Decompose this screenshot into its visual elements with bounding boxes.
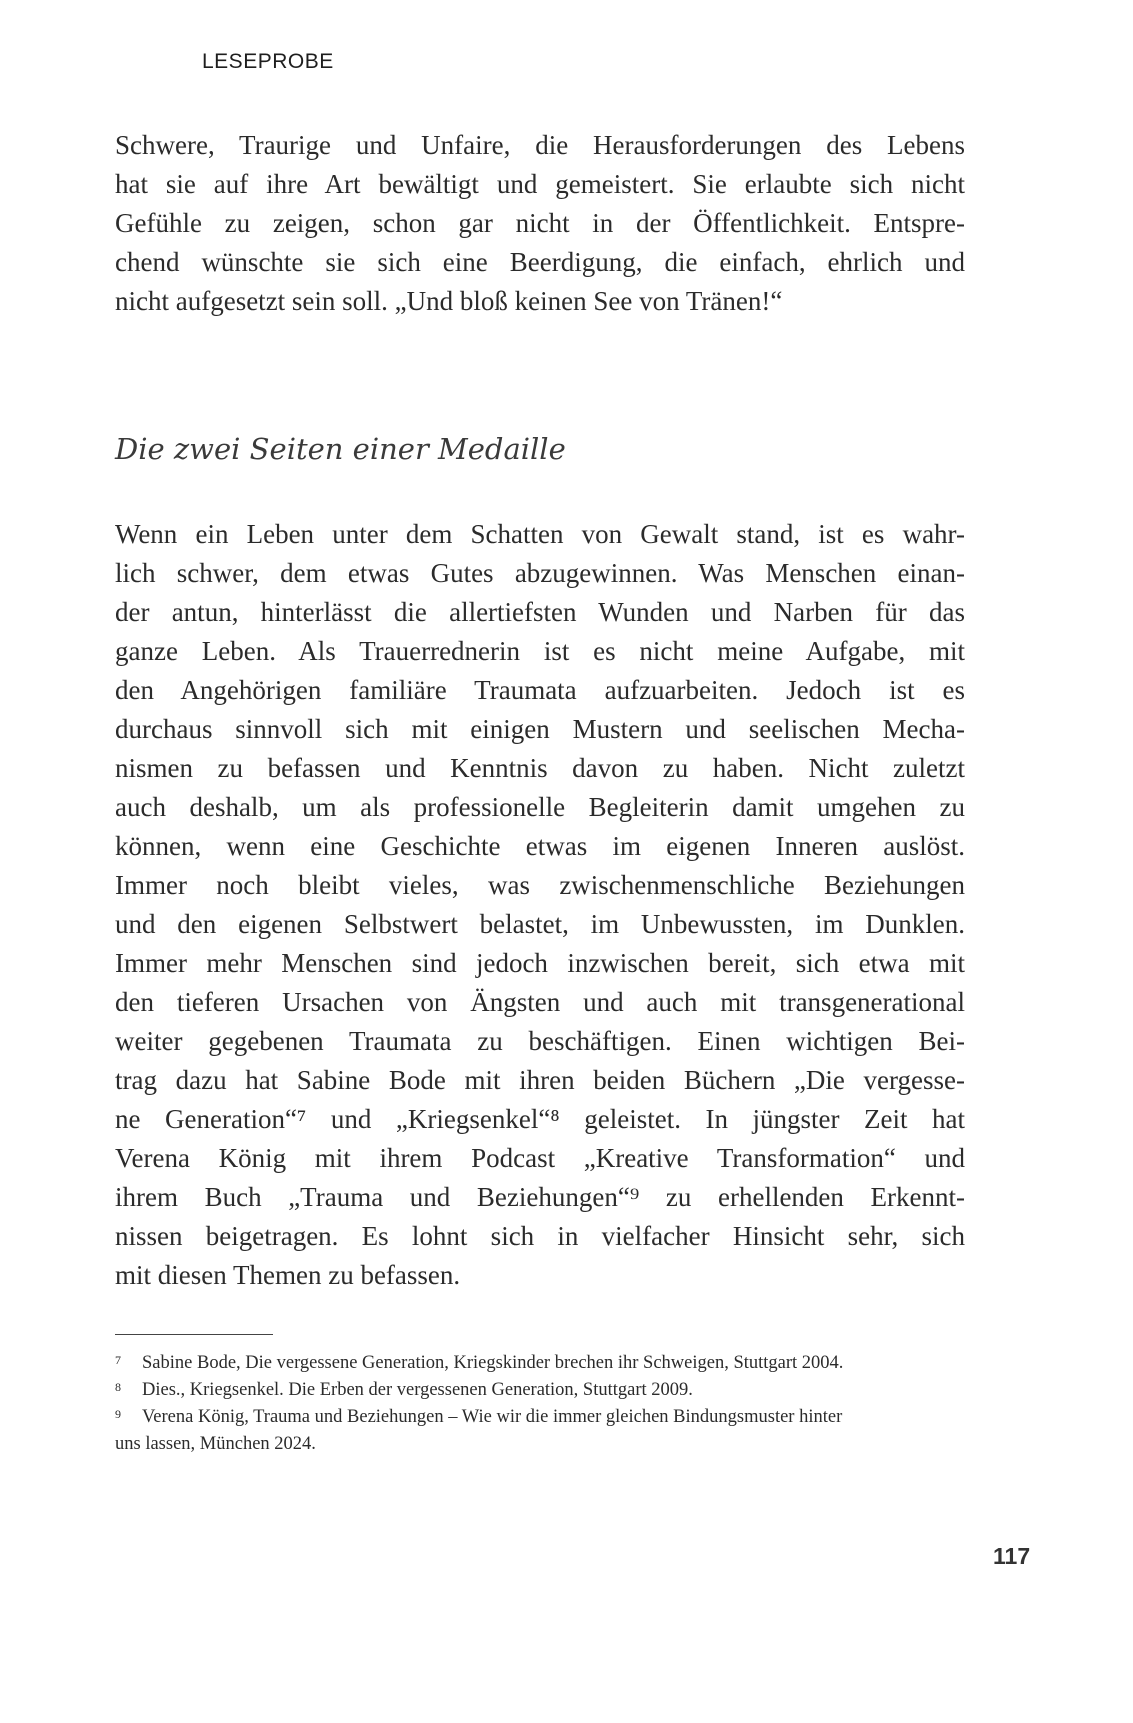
footnote-8 [115, 1377, 970, 1404]
section-heading: Die zwei Seiten einer Medaille [115, 432, 566, 466]
text-line: auch deshalb, um als professionelle Begleiterin damit umgehen zu [115, 792, 965, 822]
page-header-label: LESEPROBE [202, 50, 334, 73]
text-line: ganze Leben. Als Trauerrednerin ist es nicht meine Aufgabe, mit [115, 636, 965, 666]
text-line: weiter gegebenen Traumata zu beschäftigen. Einen wichtigen Bei- [115, 1026, 965, 1056]
footnote-number: 9 [115, 1407, 121, 1421]
footnote-number: 8 [115, 1380, 121, 1394]
intro-paragraph [115, 126, 965, 321]
text-line: nissen beigetragen. Es lohnt sich in vielfacher Hinsicht sehr, sich [115, 1221, 965, 1251]
text-line: der antun, hinterlässt die allertiefsten Wunden und Narben für das [115, 597, 965, 627]
text-line: Gefühle zu zeigen, schon gar nicht in der Öffentlichkeit. Entspre- [115, 208, 965, 238]
text-line: Schwere, Traurige und Unfaire, die Herausforderungen des Lebens [115, 130, 965, 160]
text-line: Wenn ein Leben unter dem Schatten von Gewalt stand, ist es wahr- [115, 519, 965, 549]
text-line: Immer noch bleibt vieles, was zwischenmenschliche Beziehungen [115, 870, 965, 900]
text-line: lich schwer, dem etwas Gutes abzugewinnen. Was Menschen einan- [115, 558, 965, 588]
footnote-7 [115, 1350, 970, 1377]
text-line: ne Generation“⁷ und „Kriegsenkel“⁸ geleistet. In jüngster Zeit hat [115, 1104, 965, 1134]
text-line: Immer mehr Menschen sind jedoch inzwischen bereit, sich etwa mit [115, 948, 965, 978]
footnote-text: Dies., Kriegsenkel. Die Erben der vergessenen Generation, Stuttgart 2009. [142, 1380, 693, 1400]
text-line: den tieferen Ursachen von Ängsten und auch mit transgenerational [115, 987, 965, 1017]
text-line: und den eigenen Selbstwert belastet, im Unbewussten, im Dunklen. [115, 909, 965, 939]
page-number: 117 [993, 1543, 1031, 1569]
footnote-text: Verena König, Trauma und Beziehungen – Wie wir die immer gleichen Bindungsmuster hinter [142, 1407, 843, 1427]
text-line: können, wenn eine Geschichte etwas im eigenen Inneren auslöst. [115, 831, 965, 861]
text-line: nicht aufgesetzt sein soll. „Und bloß keinen See von Tränen!“ [115, 286, 783, 316]
text-line: chend wünschte sie sich eine Beerdigung, die einfach, ehrlich und [115, 247, 965, 277]
text-line: den Angehörigen familiäre Traumata aufzuarbeiten. Jedoch ist es [115, 675, 965, 705]
footnote-separator [115, 1334, 273, 1335]
section-paragraph [115, 515, 965, 1295]
text-line: nismen zu befassen und Kenntnis davon zu haben. Nicht zuletzt [115, 753, 965, 783]
footnote-9 [115, 1404, 970, 1458]
text-line: Verena König mit ihrem Podcast „Kreative Transformation“ und [115, 1143, 965, 1173]
footnote-text: Sabine Bode, Die vergessene Generation, Kriegskinder brechen ihr Schweigen, Stuttgart 2004. [142, 1353, 844, 1373]
footnote-number: 7 [115, 1353, 121, 1367]
text-line: ihrem Buch „Trauma und Beziehungen“⁹ zu erhellenden Erkennt- [115, 1182, 965, 1212]
text-line: durchaus sinnvoll sich mit einigen Mustern und seelischen Mecha- [115, 714, 965, 744]
text-line: hat sie auf ihre Art bewältigt und gemeistert. Sie erlaubte sich nicht [115, 169, 965, 199]
text-line: trag dazu hat Sabine Bode mit ihren beiden Büchern „Die vergesse- [115, 1065, 965, 1095]
footnotes [115, 1350, 970, 1458]
text-line: mit diesen Themen zu befassen. [115, 1260, 461, 1290]
footnote-text-continuation: uns lassen, München 2024. [115, 1434, 316, 1454]
